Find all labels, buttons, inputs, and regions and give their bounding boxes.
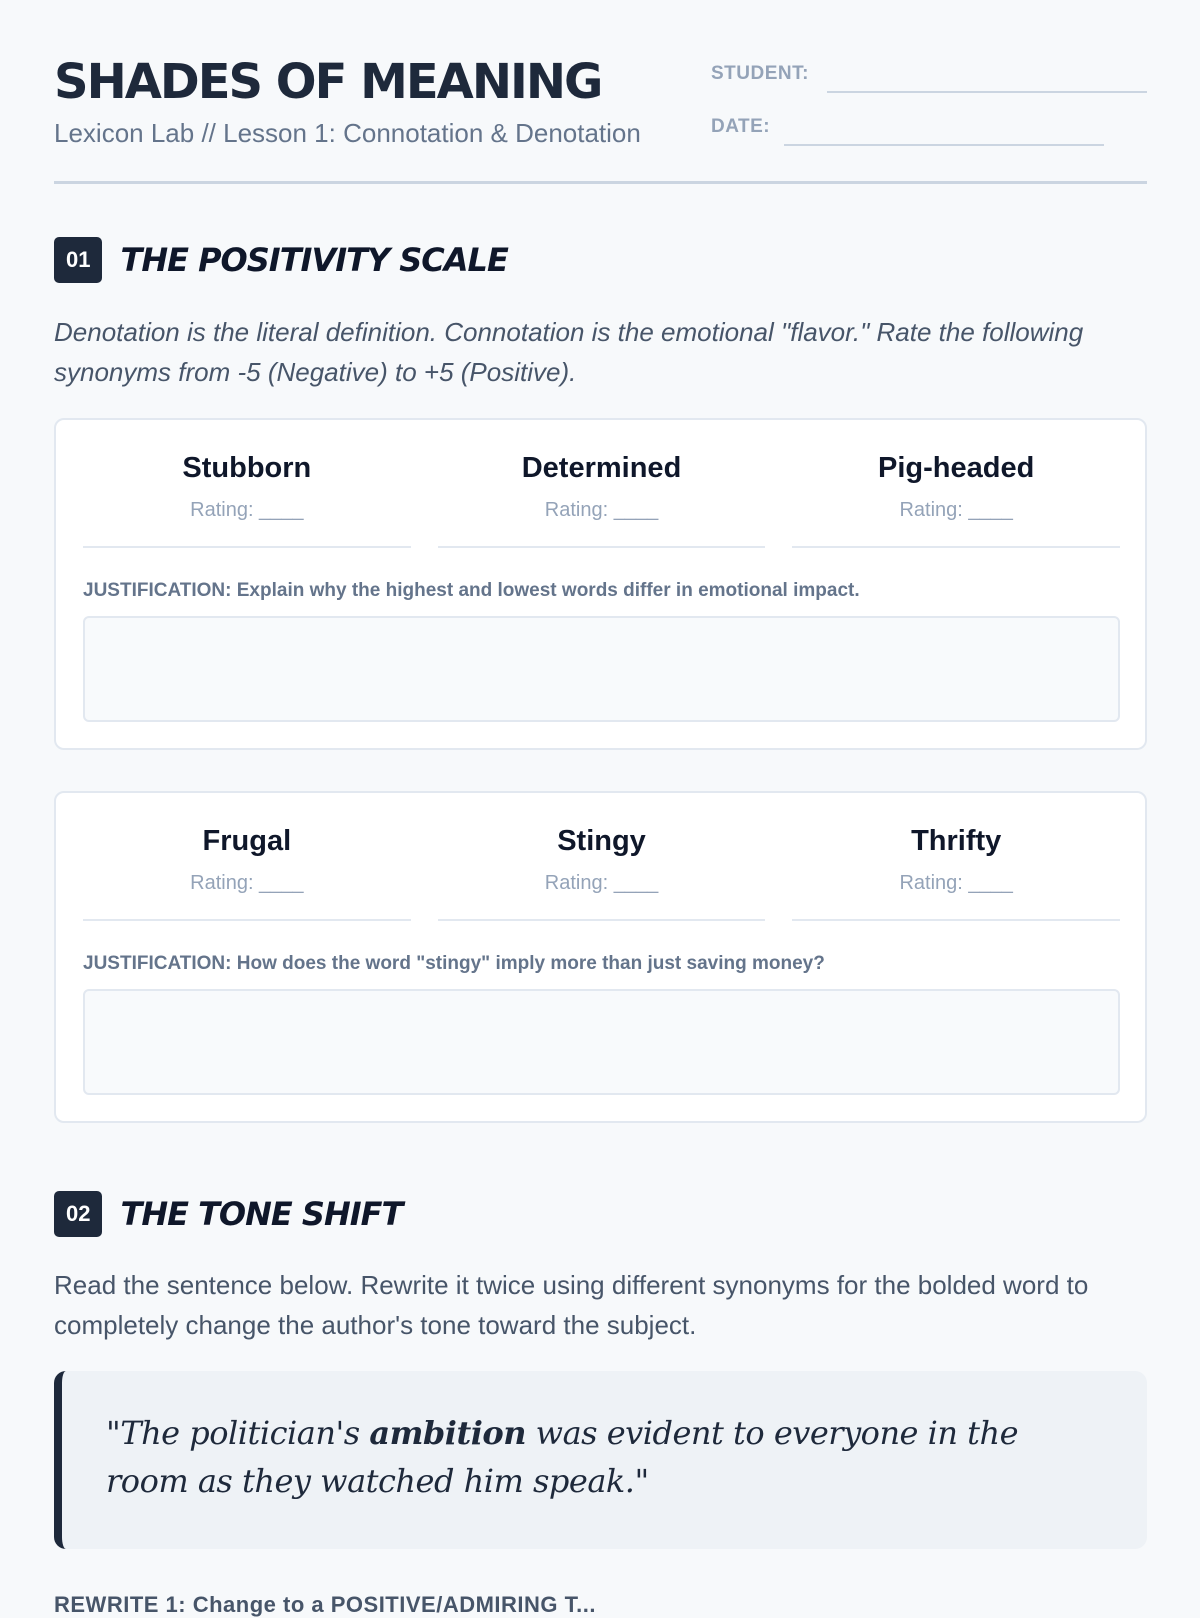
word-item <box>438 450 766 548</box>
section-1-title: THE POSITIVITY SCALE <box>120 241 508 279</box>
word-stubborn: Stubborn <box>182 452 312 484</box>
word-rating-card-1 <box>54 418 1147 750</box>
page-subtitle: Lexicon Lab // Lesson 1: Connotation & Denotation <box>54 118 641 148</box>
word-rating-card-2 <box>54 791 1147 1123</box>
justification-prompt: JUSTIFICATION: Explain why the highest and lowest words differ in emotional impact. <box>83 580 860 601</box>
section-1-instructions: Denotation is the literal definition. Connotation is the emotional "flavor." Rate the following synonyms from -5 (Negative) to +5 (Positive). <box>54 317 1084 387</box>
section-2-heading <box>54 1191 402 1237</box>
date-label: DATE: <box>711 116 771 137</box>
worksheet-page <box>54 0 1147 1617</box>
student-label: STUDENT: <box>711 63 809 84</box>
rating-blank[interactable]: Rating: ____ <box>544 872 659 894</box>
date-line[interactable] <box>784 144 1104 146</box>
word-stingy: Stingy <box>557 825 646 857</box>
student-name-line[interactable] <box>827 91 1147 93</box>
word-item <box>83 450 411 548</box>
justification-answer-box[interactable] <box>83 989 1120 1095</box>
rating-blank[interactable]: Rating: ____ <box>544 499 659 521</box>
section-1-number: 01 <box>54 237 102 283</box>
rewrite-1-label: REWRITE 1: Change to a POSITIVE/ADMIRING T... <box>54 1592 596 1617</box>
section-2-number: 02 <box>54 1191 102 1237</box>
word-row <box>83 450 1120 548</box>
word-frugal: Frugal <box>202 825 292 857</box>
section-1-heading <box>54 237 508 283</box>
justification-prompt: JUSTIFICATION: How does the word "stingy" imply more than just saving money? <box>83 953 825 974</box>
page-title: SHADES OF MEANING <box>54 54 602 110</box>
section-2-title: THE TONE SHIFT <box>120 1195 403 1233</box>
word-item <box>792 823 1120 921</box>
example-sentence-quote <box>54 1371 1147 1549</box>
quote-text-start: "The politician's <box>106 1414 370 1452</box>
justification-answer-box[interactable] <box>83 616 1120 722</box>
quote-text-end: was evident to everyone in the room as they watched him speak." <box>106 1414 1019 1500</box>
rating-blank[interactable]: Rating: ____ <box>190 499 304 521</box>
section-2-instructions: Read the sentence below. Rewrite it twice using different synonyms for the bolded word to completely change the author's tone toward the subject. <box>54 1270 1089 1340</box>
rating-blank[interactable]: Rating: ____ <box>899 499 1013 521</box>
word-item <box>438 823 766 921</box>
rating-blank[interactable]: Rating: ____ <box>190 872 304 894</box>
worksheet-header <box>54 0 1147 184</box>
word-item <box>792 450 1120 548</box>
quote-bold-word: ambition <box>369 1414 526 1452</box>
word-determined: Determined <box>521 452 682 484</box>
word-pig-headed: Pig-headed <box>878 452 1035 484</box>
word-item <box>83 823 411 921</box>
rating-blank[interactable]: Rating: ____ <box>899 872 1013 894</box>
word-thrifty: Thrifty <box>911 825 1002 857</box>
word-row <box>83 823 1120 921</box>
